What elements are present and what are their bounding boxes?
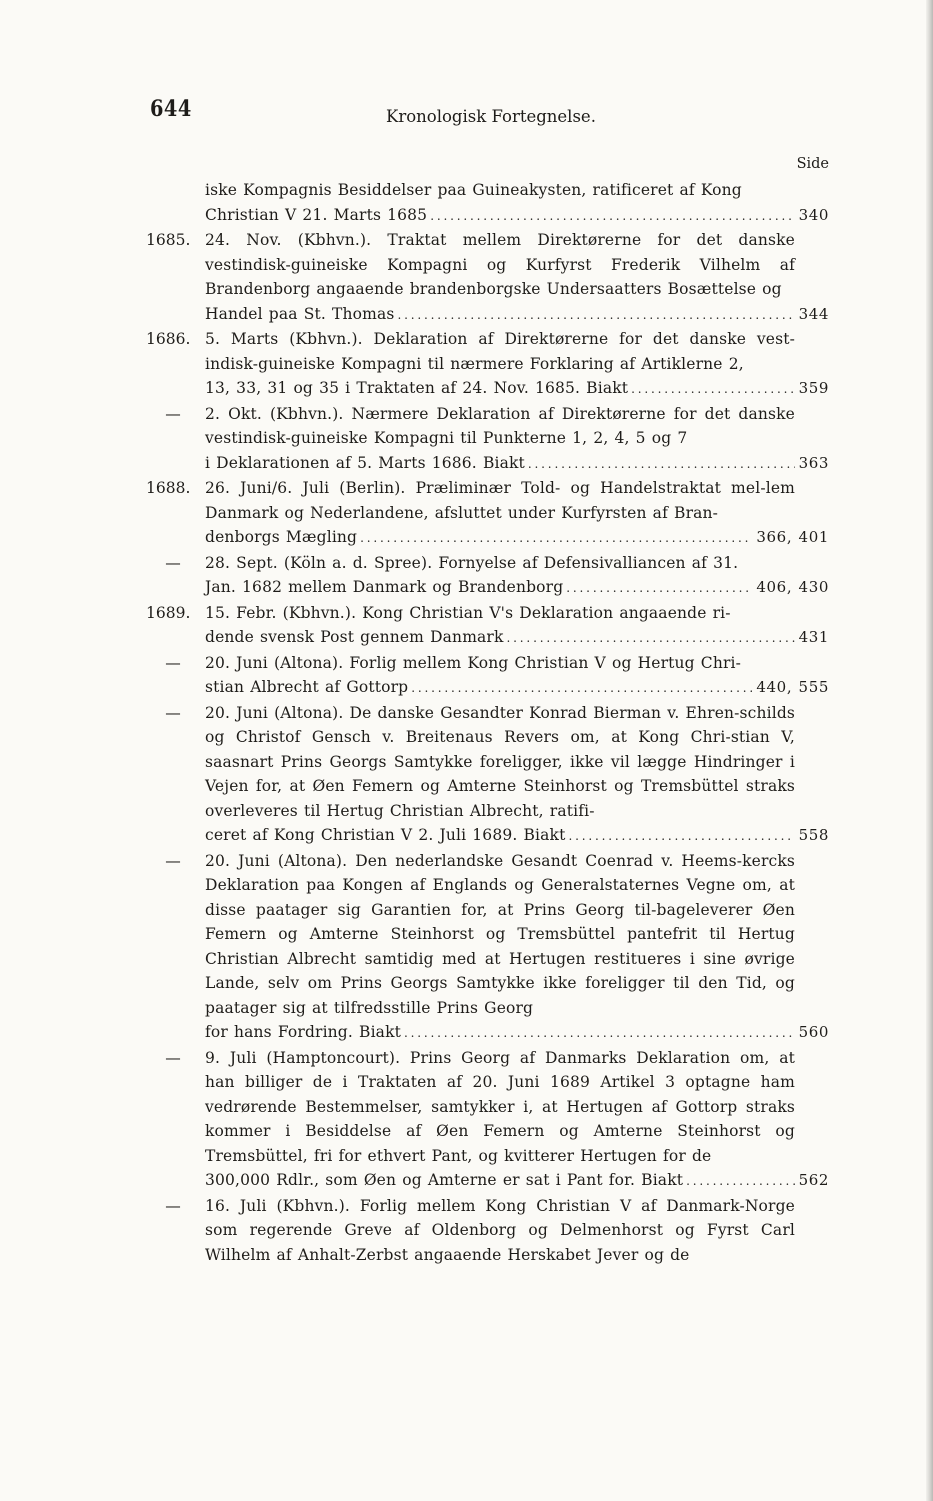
entry-date: 1688. (146, 479, 191, 497)
entry-last-line-text: dende svensk Post gennem Danmark (205, 628, 504, 646)
entry-text (205, 1046, 829, 1194)
dot-leader (528, 452, 795, 477)
list-item (0, 476, 933, 551)
entry-last-line (205, 451, 829, 477)
page-reference: 363 (798, 453, 829, 472)
entry-last-line (205, 525, 829, 551)
page-reference: 440, 555 (756, 678, 829, 696)
entry-body: 2. Okt. (Kbhvn.). Nærmere Deklaration af Direktørerne for det danske vestindisk-guineiske Kompagni til Punkterne 1, 2, 4, 5 og 7 (205, 404, 795, 447)
dot-leader (360, 526, 752, 551)
entry-text (205, 327, 829, 402)
entry-text (205, 1194, 795, 1268)
entry-body: 9. Juli (Hamptoncourt). Prins Georg af Danmarks Deklaration om, at han billiger de i Traktaten af 20. Juni 1689 Artikel 3 optagne ham vedrørende Bestemmelser, samtykker i, at Hertugen af Gottorp straks kommer i Besiddelse af Øen Femern og Amterne Steinhorst og Tremsbüttel, fri for ethvert Pant, og kvitterer Hertugen for de (205, 1048, 795, 1165)
entry-body: 20. Juni (Altona). Den nederlandske Gesandt Coenrad v. Heems-kercks Deklaration paa Kongen af Englands og Generalstaternes Vegne om, at disse paatager sig Garantien for, at Prins Georg til-bageleverer Øen Femern og Amterne Steinhorst og Tremsbüttel pantefrit til Hertug Christian Albrecht samtidig med at Hertugen restitueres i sine øvrige Lande, selv om Prins Georgs Samtykke ikke foreligger til den Tid, og paatager sig at tilfredsstille Prins Georg (205, 851, 795, 1017)
entry-text (205, 701, 829, 849)
entry-last-line (205, 1020, 829, 1046)
dot-leader (507, 626, 795, 651)
page-reference: 562 (798, 1171, 829, 1189)
entry-date-dash: — (165, 653, 181, 672)
entry-last-line (205, 376, 829, 402)
list-item (0, 178, 933, 228)
entry-last-line (205, 203, 829, 229)
entry-last-line-text: for hans Fordring. Biakt (205, 1023, 401, 1041)
entry-body: 28. Sept. (Köln a. d. Spree). Fornyelse af Defensivalliancen af 31. (205, 553, 739, 572)
list-item (0, 651, 933, 701)
list-item (0, 849, 933, 1046)
entry-last-line-text: 13, 33, 31 og 35 i Traktaten af 24. Nov. 1685. Biakt (205, 379, 629, 397)
entry-body: 24. Nov. (Kbhvn.). Traktat mellem Direktørerne for det danske vestindisk-guineiske Kompagni og Kurfyrst Frederik Vilhelm af Brandenborg angaaende brandenborgske Undersaatters Bosættelse og (205, 231, 795, 298)
entry-date: 1686. (146, 330, 191, 348)
list-item (0, 551, 933, 601)
entry-body: 16. Juli (Kbhvn.). Forlig mellem Kong Christian V af Danmark-Norge som regerende Greve af Oldenborg og Delmenhorst og Fyrst Carl Wilhelm af Anhalt-Zerbst angaaende Herskabet Jever og de (205, 1196, 795, 1264)
entry-date-dash: — (165, 404, 181, 423)
entry-last-line (205, 1168, 829, 1194)
entry-body: 5. Marts (Kbhvn.). Deklaration af Direktørerne for det danske vest-indisk-guineiske Kompagni til nærmere Forklaring af Artiklerne 2, (205, 330, 795, 373)
entry-body: 26. Juni/6. Juli (Berlin). Præliminær Told- og Handelstraktat mel-lem Danmark og Nederlandene, afsluttet under Kurfyrsten af Bran- (205, 479, 795, 522)
running-title: Kronologisk Fortegnelse. (386, 107, 596, 126)
dot-leader (411, 676, 752, 701)
entry-date-dash: — (165, 1196, 181, 1215)
entry-text (205, 551, 829, 601)
entry-last-line-text: Christian V 21. Marts 1685 (205, 205, 428, 224)
entry-last-line (205, 575, 829, 601)
entry-last-line (205, 302, 829, 328)
entry-body: iske Kompagnis Besiddelser paa Guineakysten, ratificeret af Kong (205, 181, 742, 199)
side-column-label: Side (796, 156, 829, 172)
list-item (0, 1194, 933, 1268)
page-reference: 406, 430 (756, 578, 829, 596)
entry-date: 1689. (146, 603, 191, 622)
entry-text (205, 228, 829, 327)
page-reference: 366, 401 (756, 528, 829, 546)
entry-body: 15. Febr. (Kbhvn.). Kong Christian V's Deklaration angaaende ri- (205, 603, 731, 622)
entry-date-dash: — (165, 1048, 181, 1067)
entry-last-line-text: denborgs Mægling (205, 528, 358, 546)
dot-leader (631, 377, 794, 402)
entry-date-dash: — (165, 703, 181, 722)
dot-leader (568, 824, 794, 849)
page-reference: 431 (798, 628, 829, 646)
entry-text (205, 849, 829, 1046)
dot-leader (686, 1169, 794, 1194)
entry-last-line (205, 675, 829, 701)
entry-last-line (205, 625, 829, 651)
entry-body: 20. Juni (Altona). Forlig mellem Kong Christian V og Hertug Chri- (205, 653, 742, 672)
dot-leader (404, 1021, 795, 1046)
entry-last-line-text: 300,000 Rdlr., som Øen og Amterne er sat i Pant for. Biakt (205, 1171, 684, 1189)
entry-last-line-text: stian Albrecht af Gottorp (205, 678, 409, 696)
dot-leader (397, 303, 794, 328)
page-reference: 344 (798, 304, 829, 323)
entry-date: 1685. (146, 231, 191, 249)
entry-last-line-text: Jan. 1682 mellem Danmark og Brandenborg (205, 578, 564, 596)
list-item (0, 327, 933, 402)
entry-text (205, 178, 829, 228)
list-item (0, 601, 933, 651)
entry-last-line-text: ceret af Kong Christian V 2. Juli 1689. Biakt (205, 826, 566, 844)
page-reference: 359 (798, 379, 829, 397)
entry-last-line-text: Handel paa St. Thomas (205, 304, 395, 323)
entry-last-line-text: i Deklarationen af 5. Marts 1686. Biakt (205, 453, 525, 472)
dot-leader (430, 204, 794, 229)
entry-text (205, 476, 829, 551)
entry-text (205, 651, 829, 701)
entry-body: 20. Juni (Altona). De danske Gesandter Konrad Bierman v. Ehren-schilds og Christof Gensch v. Breitenaus Revers om, at Kong Chri-stian V, saasnart Prins Georgs Samtykke foreligger, ikke vil lægge Hindringer i Vejen for, at Øen Femern og Amterne Steinhorst og Tremsbüttel straks overleveres til Hertug Christian Albrecht, ratifi- (205, 703, 795, 820)
page-reference: 558 (798, 826, 829, 844)
entry-last-line (205, 823, 829, 849)
list-item (0, 1046, 933, 1194)
entry-text (205, 601, 829, 651)
dot-leader (566, 576, 752, 601)
entry-date-dash: — (165, 851, 181, 870)
page-reference: 560 (798, 1023, 829, 1041)
entry-date-dash: — (165, 553, 181, 572)
entry-text (205, 402, 829, 477)
page-number: 644 (150, 96, 192, 122)
page-reference: 340 (798, 205, 829, 224)
list-item (0, 701, 933, 849)
chronological-entry-list (0, 178, 933, 1267)
list-item (0, 402, 933, 477)
list-item (0, 228, 933, 327)
